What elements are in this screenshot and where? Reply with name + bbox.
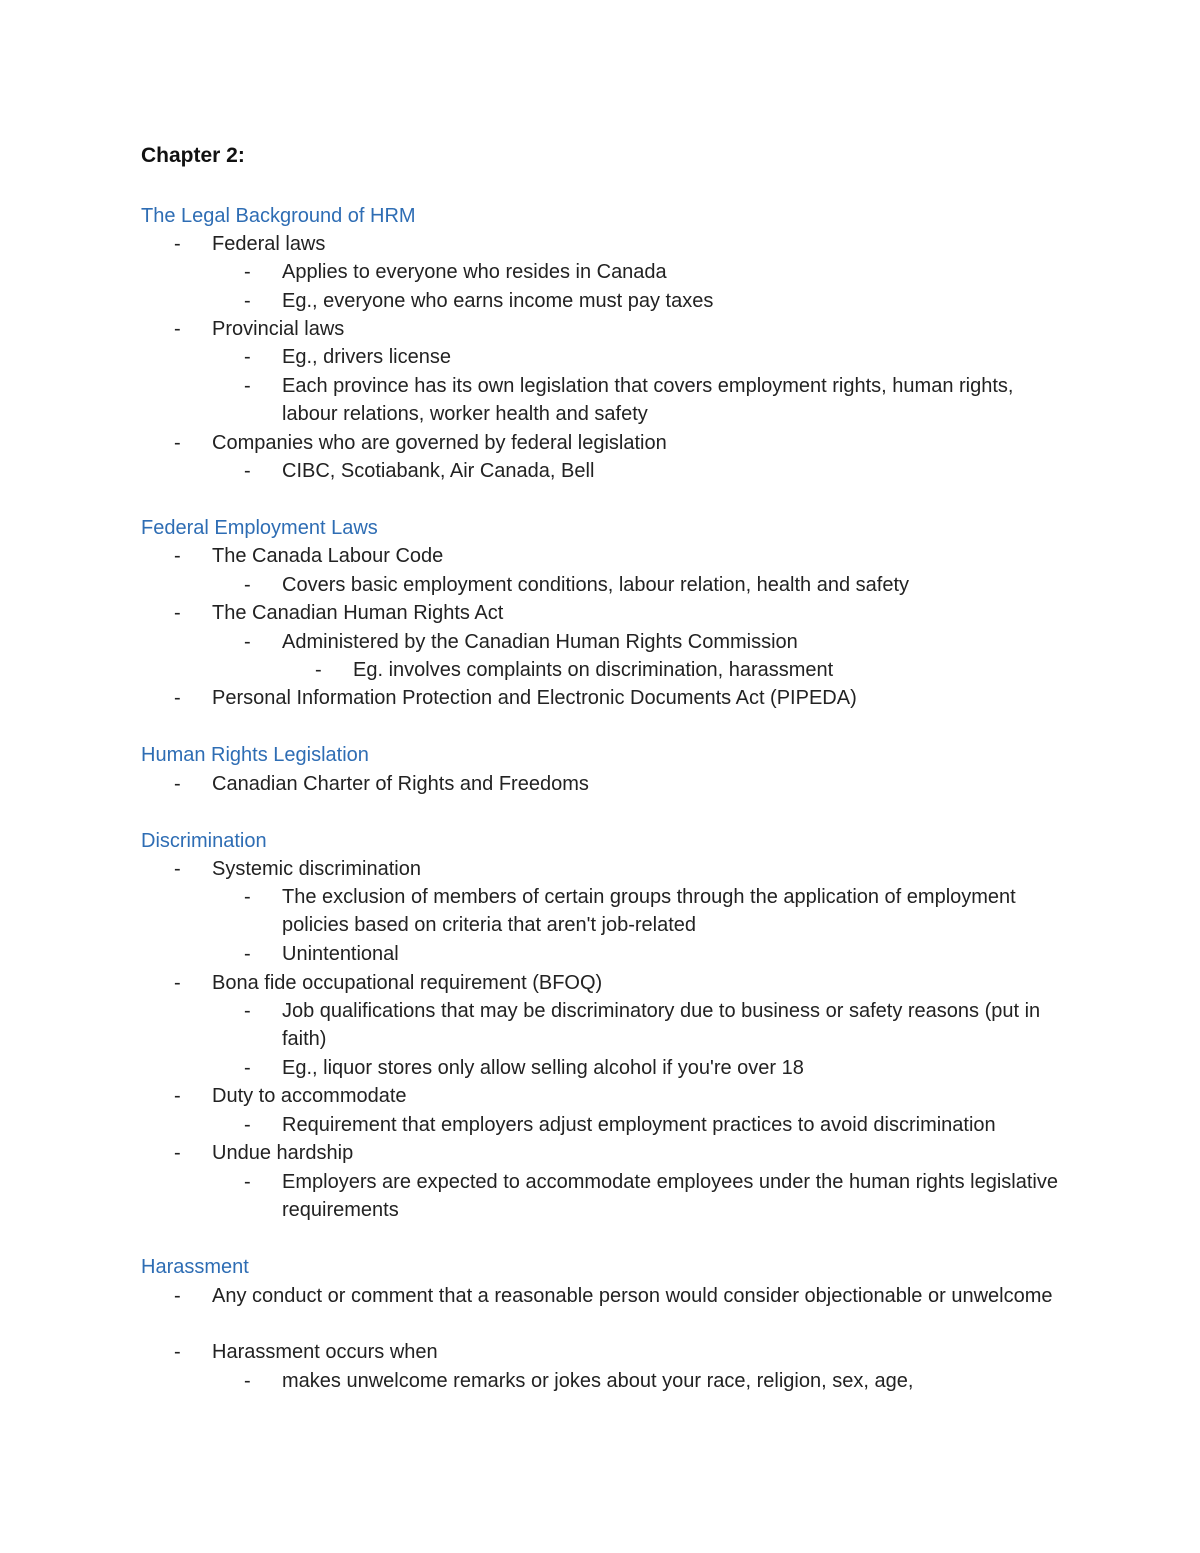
bullet-dash: -: [315, 659, 322, 681]
bullet-dash: -: [244, 886, 251, 908]
bullet-dash: -: [244, 1057, 251, 1079]
list-item-text: CIBC, Scotiabank, Air Canada, Bell: [282, 460, 595, 482]
bullet-dash: -: [244, 261, 251, 283]
list-item-text: Any conduct or comment that a reasonable person would consider objectionable or unwelcome: [212, 1285, 1053, 1307]
list-item: [174, 855, 1072, 883]
bullet-dash: -: [244, 1000, 251, 1022]
section-heading-human-rights-legislation: Human Rights Legislation: [141, 744, 369, 766]
list-item-text: makes unwelcome remarks or jokes about your race, religion, sex, age,: [282, 1370, 914, 1392]
bullet-dash: -: [174, 773, 181, 795]
list-item: [244, 457, 1072, 485]
list-item-text: The exclusion of members of certain groups through the application of employment policies based on criteria that aren't job-related: [282, 886, 1016, 937]
bullet-dash: -: [174, 1142, 181, 1164]
list-item-text: Eg., liquor stores only allow selling alcohol if you're over 18: [282, 1057, 804, 1079]
list-item: [174, 969, 1072, 997]
bullet-dash: -: [174, 687, 181, 709]
bullet-dash: -: [174, 1085, 181, 1107]
section-heading-harassment: Harassment: [141, 1256, 249, 1278]
list-item-text: Employers are expected to accommodate employees under the human rights legislative requirements: [282, 1171, 1058, 1222]
list-item-text: Canadian Charter of Rights and Freedoms: [212, 773, 589, 795]
list-item: [174, 770, 1072, 798]
bullet-dash: -: [174, 233, 181, 255]
list-item-text: The Canada Labour Code: [212, 545, 444, 567]
list-item: [174, 429, 1072, 457]
list-item-text: Federal laws: [212, 233, 326, 255]
list-item: [244, 1168, 1072, 1225]
list-item: [174, 1082, 1072, 1110]
bullet-dash: -: [174, 858, 181, 880]
bullet-dash: -: [244, 631, 251, 653]
bullet-dash: -: [174, 432, 181, 454]
list-item-text: Provincial laws: [212, 318, 345, 340]
list-item: [174, 230, 1072, 258]
list-item: [174, 684, 1072, 712]
list-item-text: The Canadian Human Rights Act: [212, 602, 504, 624]
section-heading-legal-background: The Legal Background of HRM: [141, 205, 416, 227]
list-item-text: Duty to accommodate: [212, 1085, 407, 1107]
list-item-text: Applies to everyone who resides in Canada: [282, 261, 667, 283]
list-item-text: Eg. involves complaints on discrimination, harassment: [353, 659, 834, 681]
section-heading-discrimination: Discrimination: [141, 830, 267, 852]
list-item: [244, 1054, 1072, 1082]
list-item-text: Bona fide occupational requirement (BFOQ): [212, 972, 603, 994]
bullet-dash: -: [174, 1285, 181, 1307]
list-item: [174, 599, 1072, 627]
list-item-text: Job qualifications that may be discriminatory due to business or safety reasons (put in faith): [282, 1000, 1041, 1051]
list-item-text: Requirement that employers adjust employment practices to avoid discrimination: [282, 1114, 996, 1136]
list-item: [244, 883, 1072, 940]
bullet-dash: -: [174, 602, 181, 624]
bullet-dash: -: [244, 290, 251, 312]
list-item-text: Personal Information Protection and Electronic Documents Act (PIPEDA): [212, 687, 857, 709]
list-item: [244, 571, 1072, 599]
chapter-title: Chapter 2:: [141, 144, 245, 167]
bullet-dash: -: [174, 318, 181, 340]
bullet-dash: -: [174, 972, 181, 994]
list-item: [244, 287, 1072, 315]
list-item: [244, 372, 1072, 429]
list-item-text: Systemic discrimination: [212, 858, 421, 880]
list-item: [244, 343, 1072, 371]
section-heading-federal-employment-laws: Federal Employment Laws: [141, 517, 378, 539]
list-item: [315, 656, 1073, 684]
list-item: [174, 542, 1072, 570]
list-item: [244, 258, 1072, 286]
list-item-text: Companies who are governed by federal legislation: [212, 432, 667, 454]
list-item: [244, 1111, 1072, 1139]
bullet-dash: -: [244, 574, 251, 596]
list-item: [174, 315, 1072, 343]
list-item: [244, 997, 1072, 1054]
bullet-dash: -: [174, 545, 181, 567]
bullet-dash: -: [244, 346, 251, 368]
bullet-dash: -: [244, 1114, 251, 1136]
bullet-dash: -: [244, 1370, 251, 1392]
list-item: [174, 1338, 1072, 1366]
list-item-text: Undue hardship: [212, 1142, 354, 1164]
list-item-text: Eg., everyone who earns income must pay taxes: [282, 290, 714, 312]
list-item: [244, 1367, 1072, 1395]
list-item-text: Eg., drivers license: [282, 346, 451, 368]
bullet-dash: -: [244, 375, 251, 397]
bullet-dash: -: [244, 460, 251, 482]
list-item-text: Administered by the Canadian Human Rights Commission: [282, 631, 798, 653]
list-item-text: Covers basic employment conditions, labour relation, health and safety: [282, 574, 910, 596]
bullet-dash: -: [244, 943, 251, 965]
list-item: [244, 628, 1072, 656]
list-item: [174, 1139, 1072, 1167]
bullet-dash: -: [174, 1341, 181, 1363]
list-item-text: Harassment occurs when: [212, 1341, 438, 1363]
list-item-text: Each province has its own legislation that covers employment rights, human rights, labour relations, worker health and safety: [282, 375, 1014, 426]
list-item: [174, 1282, 1072, 1310]
list-item: [244, 940, 1072, 968]
list-item-text: Unintentional: [282, 943, 399, 965]
bullet-dash: -: [244, 1171, 251, 1193]
